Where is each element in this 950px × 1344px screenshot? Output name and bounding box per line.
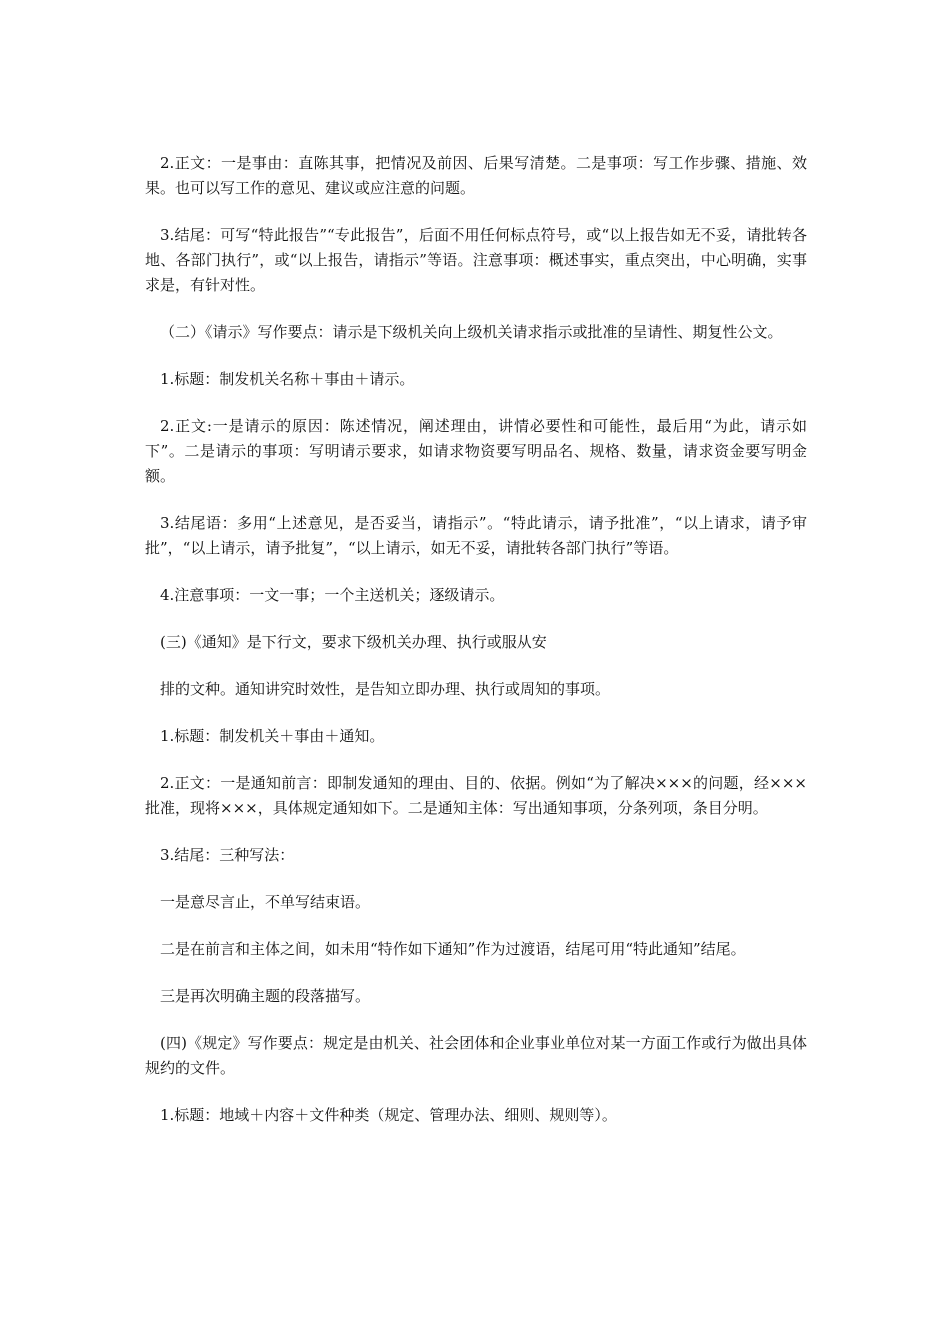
paragraph-request-heading: （二）《请示》写作要点：请示是下级机关向上级机关请求指示或批准的呈请性、期复性公文。 [160, 323, 783, 341]
paragraph-request-ending: 3.结尾语：多用“上述意见，是否妥当，请指示”。“特此请示，请予批准”，“以上请求，请予审批”，“以上请示，请予批复”，“以上请示，如无不妥，请批转各部门执行”等语。 [145, 514, 807, 557]
paragraph-notice-heading: (三)《通知》是下行文，要求下级机关办理、执行或服从安 [160, 633, 547, 651]
paragraph-request-body: 2.正文:一是请示的原因：陈述情况，阐述理由，讲情必要性和可能性，最后用“为此，请示如下”。二是请示的事项：写明请示要求，如请求物资要写明品名、规格、数量，请求资金要写明金额。 [145, 417, 807, 485]
paragraph-regulation-title: 1.标题：地域＋内容＋文件种类（规定、管理办法、细则、规则等）。 [160, 1106, 617, 1124]
paragraph-notice-ending-method-2: 二是在前言和主体之间，如未用“特作如下通知”作为过渡语，结尾可用“特此通知”结尾。 [160, 940, 746, 958]
paragraph-notice-description: 排的文种。通知讲究时效性，是告知立即办理、执行或周知的事项。 [160, 680, 611, 698]
paragraph-notice-ending-method-1: 一是意尽言止，不单写结束语。 [160, 893, 371, 911]
paragraph-request-title: 1.标题：制发机关名称＋事由＋请示。 [160, 370, 415, 388]
document-body [145, 151, 807, 1150]
paragraph-notice-ending: 3.结尾：三种写法： [160, 846, 295, 864]
paragraph-regulation-heading: (四)《规定》写作要点：规定是由机关、社会团体和企业事业单位对某一方面工作或行为做出具体规约的文件。 [145, 1034, 807, 1077]
paragraph-notice-ending-method-3: 三是再次明确主题的段落描写。 [160, 987, 371, 1005]
paragraph-notice-title: 1.标题：制发机关＋事由＋通知。 [160, 727, 385, 745]
paragraph-request-notes: 4.注意事项：一文一事；一个主送机关；逐级请示。 [160, 586, 505, 604]
paragraph-notice-body: 2.正文：一是通知前言：即制发通知的理由、目的、依据。例如“为了解决×××的问题，经×××批准，现将×××，具体规定通知如下。二是通知主体：写出通知事项，分条列项，条目分明。 [145, 774, 807, 817]
paragraph-report-ending: 3.结尾：可写“特此报告”“专此报告”，后面不用任何标点符号，或“以上报告如无不妥，请批转各地、各部门执行”，或“以上报告，请指示”等语。注意事项：概述事实，重点突出，中心明确，实事求是，有针对性。 [145, 226, 807, 294]
paragraph-report-body: 2.正文：一是事由：直陈其事，把情况及前因、后果写清楚。二是事项：写工作步骤、措施、效果。也可以写工作的意见、建议或应注意的问题。 [145, 154, 807, 197]
